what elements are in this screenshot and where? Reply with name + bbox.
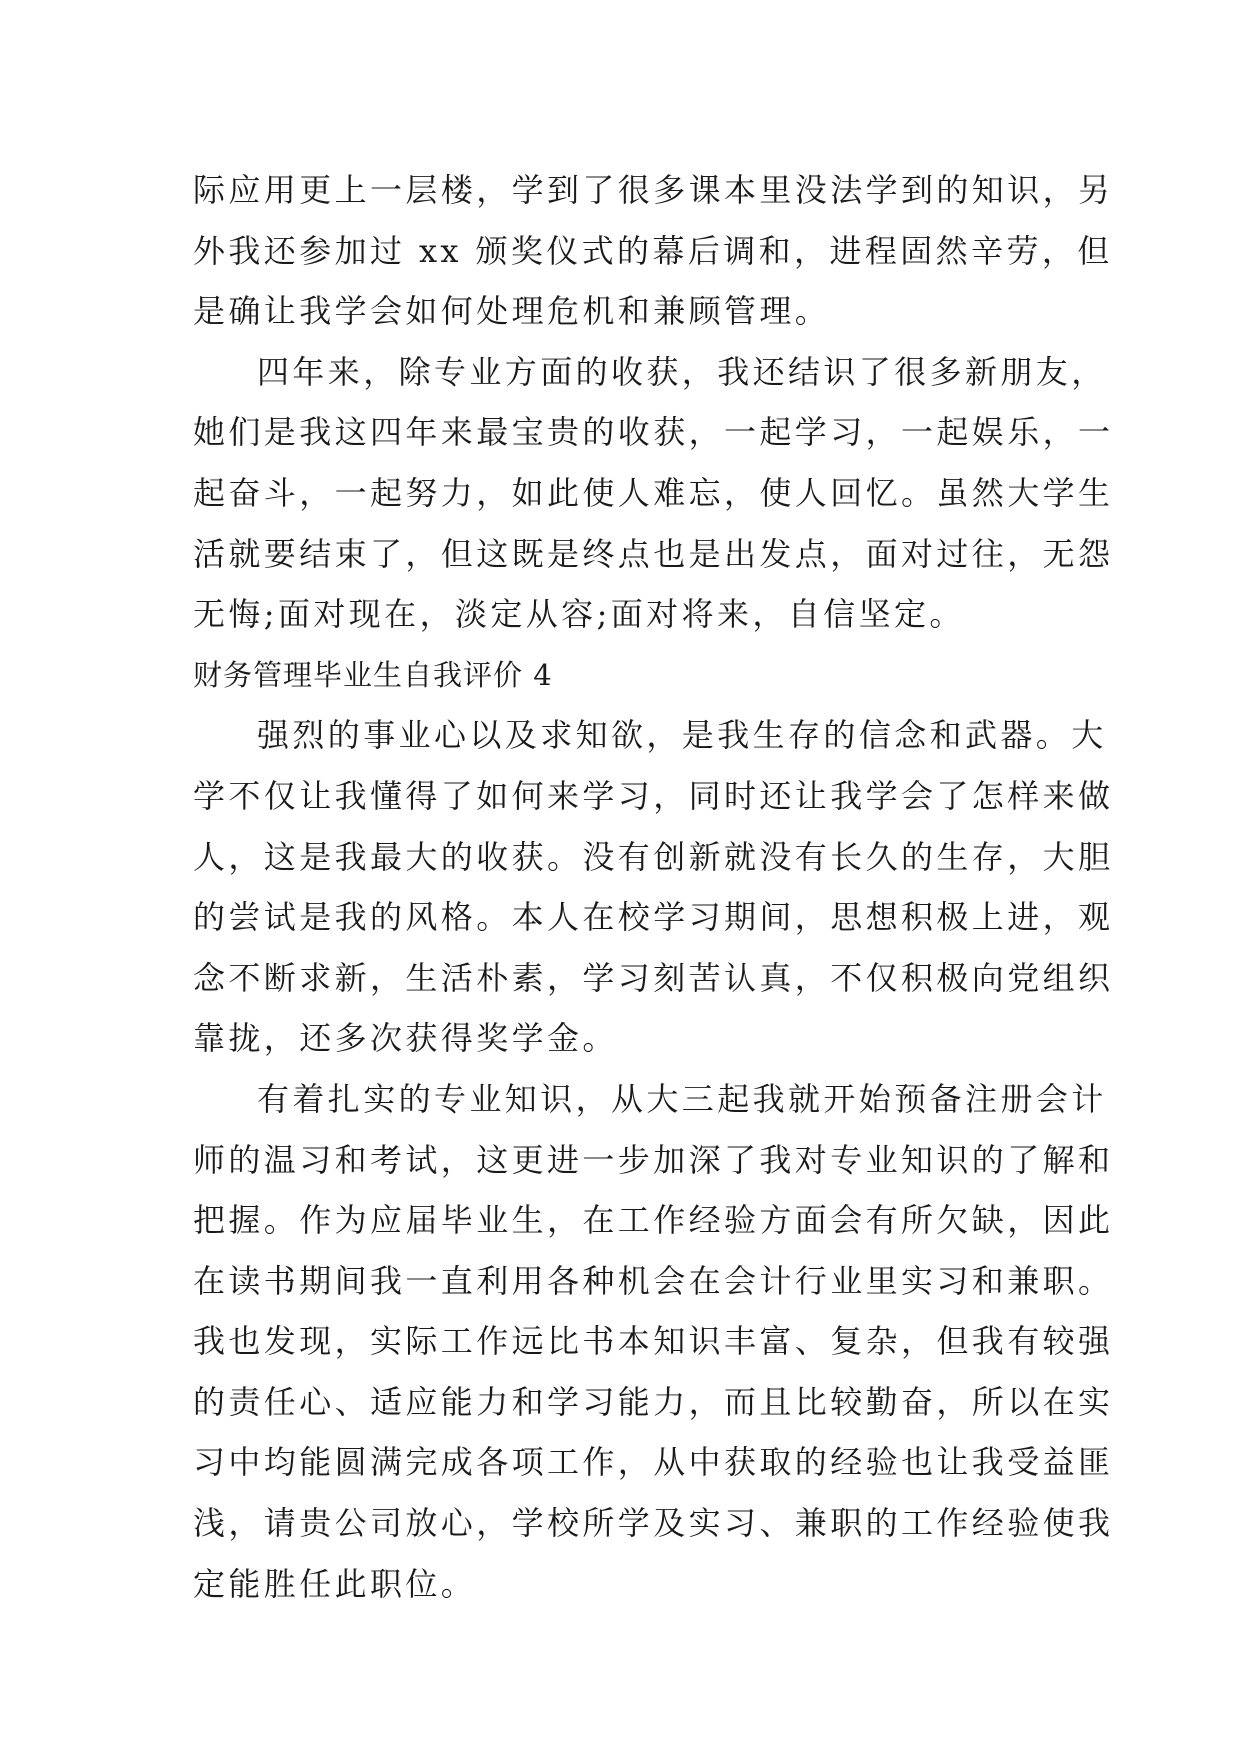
text-line: 习中均能圆满完成各项工作，从中获取的经验也让我受益匪 <box>193 1443 1114 1482</box>
text-line: 的尝试是我的风格。本人在校学习期间，思想积极上进，观 <box>193 898 1114 937</box>
paragraph-first-line: 四年来，除专业方面的收获，我还结识了很多新朋友， <box>257 352 1107 391</box>
document-body <box>193 160 1114 1614</box>
text-line: 外我还参加过 xx 颁奖仪式的幕后调和，进程固然辛劳，但 <box>193 231 1113 270</box>
text-line: 浅，请贵公司放心，学校所学及实习、兼职的工作经验使我 <box>193 1504 1114 1543</box>
section-heading: 财务管理毕业生自我评价 4 <box>193 657 553 692</box>
text-line: 起奋斗，一起努力，如此使人难忘，使人回忆。虽然大学生 <box>193 473 1114 512</box>
text-line: 师的温习和考试，这更进一步加深了我对专业知识的了解和 <box>193 1140 1114 1179</box>
text-line: 靠拢，还多次获得奖学金。 <box>193 1019 618 1058</box>
text-line: 是确让我学会如何处理危机和兼顾管理。 <box>193 292 831 331</box>
text-line: 人，这是我最大的收获。没有创新就没有长久的生存，大胆 <box>193 837 1114 876</box>
text-line: 我也发现，实际工作远比书本知识丰富、复杂，但我有较强 <box>193 1322 1114 1361</box>
text-line: 把握。作为应届毕业生，在工作经验方面会有所欠缺，因此 <box>193 1201 1114 1240</box>
text-line: 念不断求新，生活朴素，学习刻苦认真，不仅积极向党组织 <box>193 958 1114 997</box>
paragraph-first-line: 强烈的事业心以及求知欲，是我生存的信念和武器。大 <box>257 716 1107 755</box>
text-line: 无悔;面对现在，淡定从容;面对将来，自信坚定。 <box>193 595 965 634</box>
text-line: 学不仅让我懂得了如何来学习，同时还让我学会了怎样来做 <box>193 776 1114 815</box>
text-line: 活就要结束了，但这既是终点也是出发点，面对过往，无怨 <box>193 534 1114 573</box>
text-line: 的责任心、适应能力和学习能力，而且比较勤奋，所以在实 <box>193 1382 1114 1421</box>
text-line: 在读书期间我一直利用各种机会在会计行业里实习和兼职。 <box>193 1261 1114 1300</box>
text-line: 际应用更上一层楼，学到了很多课本里没法学到的知识，另 <box>193 171 1114 209</box>
text-line: 她们是我这四年来最宝贵的收获，一起学习，一起娱乐，一 <box>193 413 1114 452</box>
text-line: 定能胜任此职位。 <box>193 1564 477 1603</box>
paragraph-first-line: 有着扎实的专业知识，从大三起我就开始预备注册会计 <box>257 1079 1107 1118</box>
